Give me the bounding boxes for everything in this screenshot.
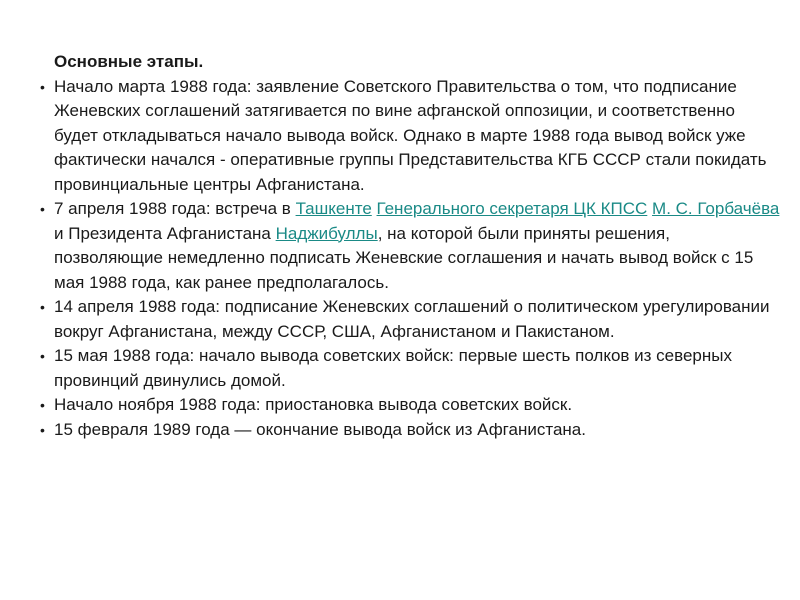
timeline-item: [40, 393, 780, 418]
timeline-item-text: , на которой были приняты решения, позволяющие немедленно подписать Женевские соглашения и начать вывод войск с 15 мая 1988 года, как ранее предполагалось.: [54, 223, 754, 292]
bullet-icon: •: [40, 397, 45, 413]
link-najibullah[interactable]: Наджибуллы: [275, 223, 378, 243]
bullet-icon: •: [40, 421, 45, 438]
bullet-icon: •: [40, 78, 45, 95]
link-general-secretary[interactable]: Генерального секретаря ЦК КПСС: [376, 199, 648, 218]
link-tashkent[interactable]: Ташкенте: [295, 199, 372, 218]
timeline-item-text: 15 мая 1988 года: начало вывода советских войск: первые шесть полков из северных провинций двинулись домой.: [54, 346, 732, 390]
slide-content: [40, 50, 780, 442]
timeline-item: [40, 344, 780, 393]
bullet-icon: •: [40, 201, 45, 217]
timeline-item: [40, 295, 780, 344]
bullet-icon: •: [40, 299, 45, 315]
link-gorbachev[interactable]: М. С. Горбачёва: [652, 199, 780, 218]
timeline-item: [40, 197, 780, 295]
timeline-list: [40, 75, 780, 443]
timeline-item-text: и Президента Афганистана: [54, 223, 276, 243]
timeline-item: [40, 418, 780, 443]
timeline-item: [40, 75, 780, 198]
timeline-item-text: 14 апреля 1988 года: подписание Женевских соглашений о политическом урегулировании вокруг Афганистана, между СССР, США, Афганистаном и Пакистаном.: [54, 297, 770, 341]
timeline-item-text: 15 февраля 1989 года — окончание вывода войск из Афганистана.: [54, 419, 586, 439]
section-heading: Основные этапы.: [54, 52, 204, 71]
timeline-item-text: Начало ноября 1988 года: приостановка вывода советских войск.: [54, 395, 573, 414]
timeline-item-text: Начало марта 1988 года: заявление Советского Правительства о том, что подписание Женевских соглашений затягивается по вине афганской оппозиции, и соответственно будет откладываться начало вывода войск. Однако в марте 1988 года вывод войск уже фактически начался - оперативные группы Представительства КГБ СССР стали покидать провинциальные центры Афганистана.: [54, 76, 767, 194]
timeline-item-text: 7 апреля 1988 года: встреча в: [54, 199, 296, 218]
bullet-icon: •: [40, 348, 45, 364]
